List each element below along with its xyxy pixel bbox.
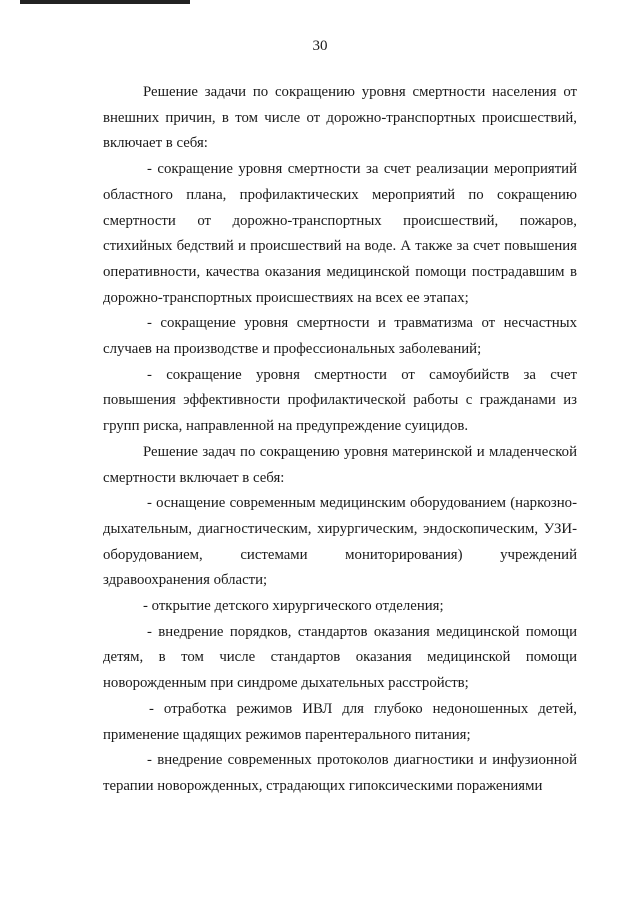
paragraph-ventilation: - отработка режимов ИВЛ для глубоко недоношенных детей, применение щадящих режимов парентерального питания;: [103, 700, 577, 743]
paragraph-mortality-measures: - сокращение уровня смертности за счет реализации мероприятий областного плана, профилактических мероприятий по сокращению смертности от дорожно-транспортных происшествий, пожаров, стихийных бедствий и происшествий на воде. А также за счет повышения оперативности, качества оказания медицинской помощи пострадавшим в дорожно-транспортных происшествиях на всех ее этапах;: [103, 161, 577, 306]
page-number: 30: [312, 38, 328, 54]
paragraph-external-causes-intro: Решение задачи по сокращению уровня смертности населения от внешних причин, в том числе от дорожно-транспортных происшествий, включает в себя:: [103, 84, 577, 152]
paragraph-occupational-injuries: - сокращение уровня смертности и травматизма от несчастных случаев на производстве и профессиональных заболеваний;: [103, 315, 577, 358]
document-body: [103, 80, 577, 800]
top-rule: [20, 0, 190, 4]
paragraph-suicide-prevention: - сокращение уровня смертности от самоубийств за счет повышения эффективности профилактической работы с гражданами из групп риска, направленной на предупреждение суицидов.: [103, 366, 577, 435]
paragraph-protocols: - внедрение современных протоколов диагностики и инфузионной терапии новорожденных, страдающих гипоксическими поражениями: [103, 752, 577, 794]
paragraph-equipment: - оснащение современным медицинским оборудованием (наркозно-дыхательным, диагностическим, хирургическим, эндоскопическим, УЗИ-оборудованием, системами мониторирования) учреждений здравоохранения области;: [103, 495, 577, 589]
paragraph-surgery-department: - открытие детского хирургического отделения;: [143, 598, 444, 615]
paragraph-maternal-infant-intro: Решение задач по сокращению уровня материнской и младенческой смертности включает в себя:: [103, 443, 577, 486]
paragraph-standards: - внедрение порядков, стандартов оказания медицинской помощи детям, в том числе стандартов оказания медицинской помощи новорожденным при синдроме дыхательных расстройств;: [103, 623, 577, 692]
